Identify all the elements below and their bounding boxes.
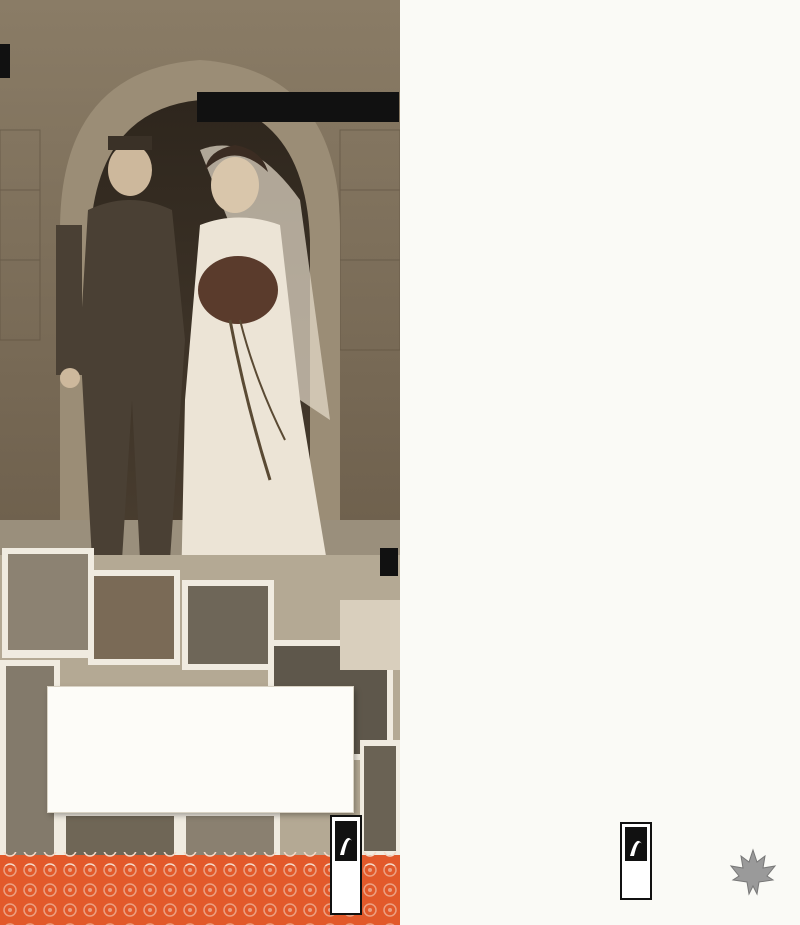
gregg-centre-logo: [675, 842, 780, 902]
launch-invitation-card: [48, 687, 353, 812]
cover-subtitle: [197, 92, 399, 122]
maple-leaf-icon: [727, 848, 779, 898]
goose-lane-logo-icon: [330, 815, 362, 915]
goose-lane-logo-icon: [620, 822, 652, 900]
title-tab: [0, 44, 10, 78]
author-tab: [380, 548, 398, 576]
